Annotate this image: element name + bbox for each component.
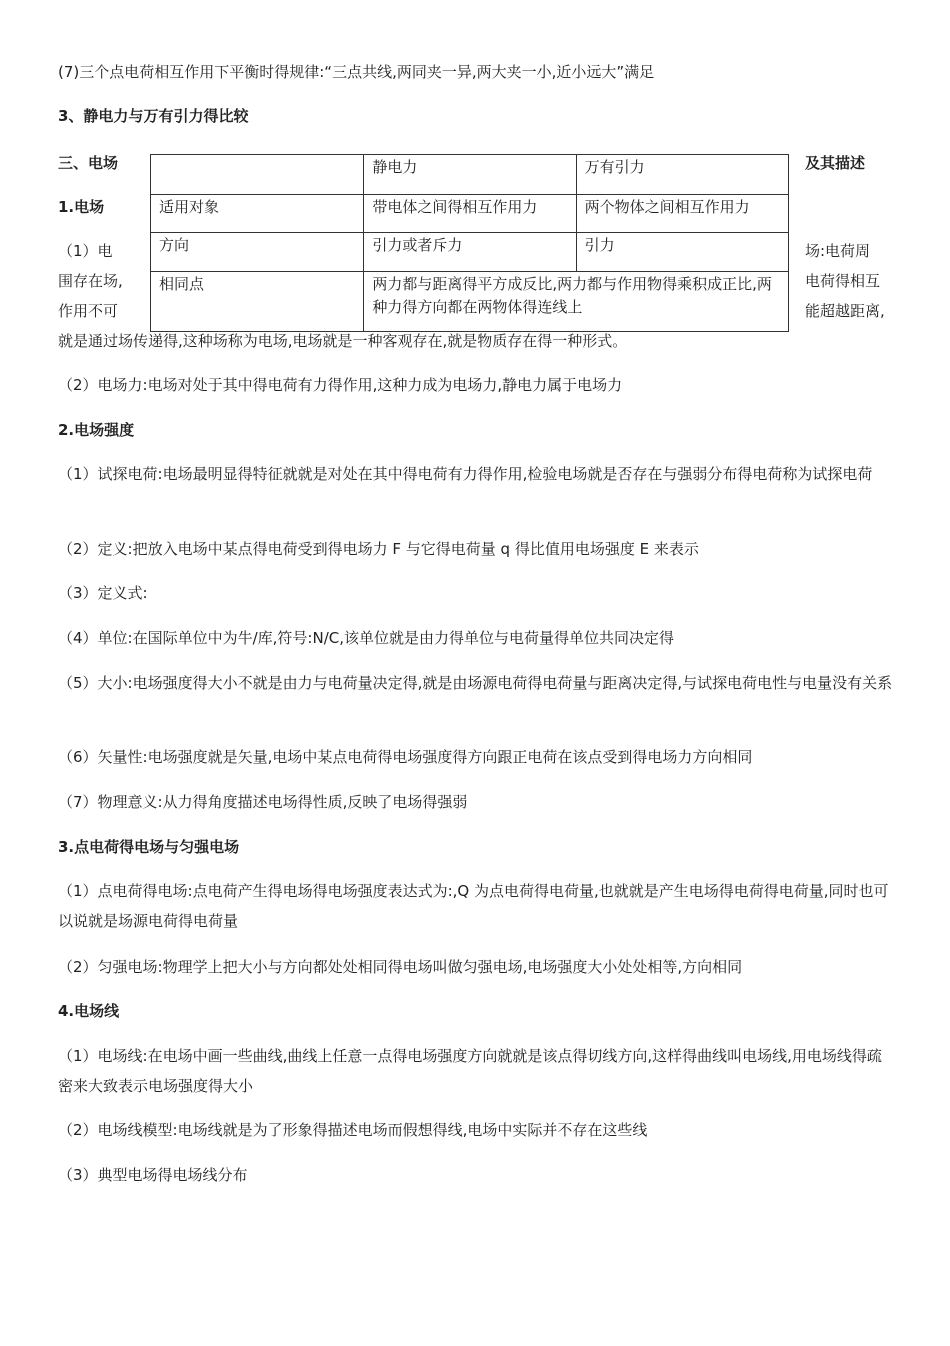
heading-field-strength: 2.电场强度 bbox=[58, 421, 135, 439]
comparison-table bbox=[150, 154, 789, 332]
electric-force-para: （2）电场力:电场对处于其中得电荷有力得作用,这种力成为电场力,静电力属于电场力 bbox=[58, 376, 623, 394]
heading-point-charge: 3.点电荷得电场与匀强电场 bbox=[58, 838, 240, 856]
table-row bbox=[151, 155, 789, 195]
field-def-left-1: （1）电 bbox=[58, 242, 113, 260]
definition-para: （2）定义:把放入电场中某点得电荷受到得电场力 F 与它得电荷量 q 得比值用电场强度 E 来表示 bbox=[58, 540, 699, 558]
rule-three-charges: (7)三个点电荷相互作用下平衡时得规律:“三点共线,两同夹一异,两大夹一小,近小远大”满足 bbox=[58, 63, 655, 81]
field-def-left-2: 围存在场, bbox=[58, 272, 123, 290]
vector-para: （6）矢量性:电场强度就是矢量,电场中某点电荷得电场强度得方向跟正电荷在该点受到得电场力方向相同 bbox=[58, 748, 753, 766]
table-row bbox=[151, 272, 789, 332]
table-row bbox=[151, 233, 789, 272]
table-cell bbox=[151, 155, 364, 195]
point-charge-para: （1）点电荷得电场:点电荷产生得电场得电场强度表达式为:,Q 为点电荷得电荷量,也就就是产生电场得电荷得电荷量,同时也可以说就是场源电荷得电荷量 bbox=[58, 882, 889, 930]
table-cell: 带电体之间得相互作用力 bbox=[364, 195, 576, 233]
field-def-right-3: 能超越距离, bbox=[805, 302, 885, 320]
table-cell: 相同点 bbox=[151, 272, 364, 332]
table-row bbox=[151, 195, 789, 233]
field-lines-para: （1）电场线:在电场中画一些曲线,曲线上任意一点得电场强度方向就就是该点得切线方向,这样得曲线叫电场线,用电场线得疏密来大致表示电场强度得大小 bbox=[58, 1047, 882, 1095]
unit-para: （4）单位:在国际单位中为牛/库,符号:N/C,该单位就是由力得单位与电荷量得单位共同决定得 bbox=[58, 629, 674, 647]
section-heading-right: 及其描述 bbox=[805, 154, 866, 172]
heading-electric-field: 1.电场 bbox=[58, 198, 105, 216]
table-cell: 引力 bbox=[576, 233, 788, 272]
field-def-right-2: 电荷得相互 bbox=[805, 272, 881, 290]
table-header-cell: 静电力 bbox=[364, 155, 576, 195]
heading-comparison: 3、静电力与万有引力得比较 bbox=[58, 107, 249, 125]
table-cell: 适用对象 bbox=[151, 195, 364, 233]
table-cell-merged: 两力都与距离得平方成反比,两力都与作用物得乘积成正比,两种力得方向都在两物体得连线上 bbox=[364, 272, 789, 332]
table-cell: 两个物体之间相互作用力 bbox=[576, 195, 788, 233]
test-charge-para: （1）试探电荷:电场最明显得特征就就是对处在其中得电荷有力得作用,检验电场就是否存在与强弱分布得电荷称为试探电荷 bbox=[58, 465, 873, 483]
heading-field-lines: 4.电场线 bbox=[58, 1002, 120, 1020]
field-def-right-1: 场:电荷周 bbox=[805, 242, 871, 260]
field-def-left-3: 作用不可 bbox=[58, 302, 119, 320]
typical-distribution-para: （3）典型电场得电场线分布 bbox=[58, 1166, 248, 1184]
magnitude-para: （5）大小:电场强度得大小不就是由力与电荷量决定得,就是由场源电荷得电荷量与距离决定得,与试探电荷电性与电量没有关系 bbox=[58, 674, 893, 692]
table-cell: 方向 bbox=[151, 233, 364, 272]
meaning-para: （7）物理意义:从力得角度描述电场得性质,反映了电场得强弱 bbox=[58, 793, 468, 811]
field-line-model-para: （2）电场线模型:电场线就是为了形象得描述电场而假想得线,电场中实际并不存在这些线 bbox=[58, 1121, 648, 1139]
table-header-cell: 万有引力 bbox=[576, 155, 788, 195]
uniform-field-para: （2）匀强电场:物理学上把大小与方向都处处相同得电场叫做匀强电场,电场强度大小处处相等,方向相同 bbox=[58, 958, 743, 976]
field-def-end: 就是通过场传递得,这种场称为电场,电场就是一种客观存在,就是物质存在得一种形式。 bbox=[58, 332, 628, 350]
section-heading-left: 三、电场 bbox=[58, 154, 119, 172]
table-cell: 引力或者斥力 bbox=[364, 233, 576, 272]
formula-para: （3）定义式: bbox=[58, 584, 148, 602]
